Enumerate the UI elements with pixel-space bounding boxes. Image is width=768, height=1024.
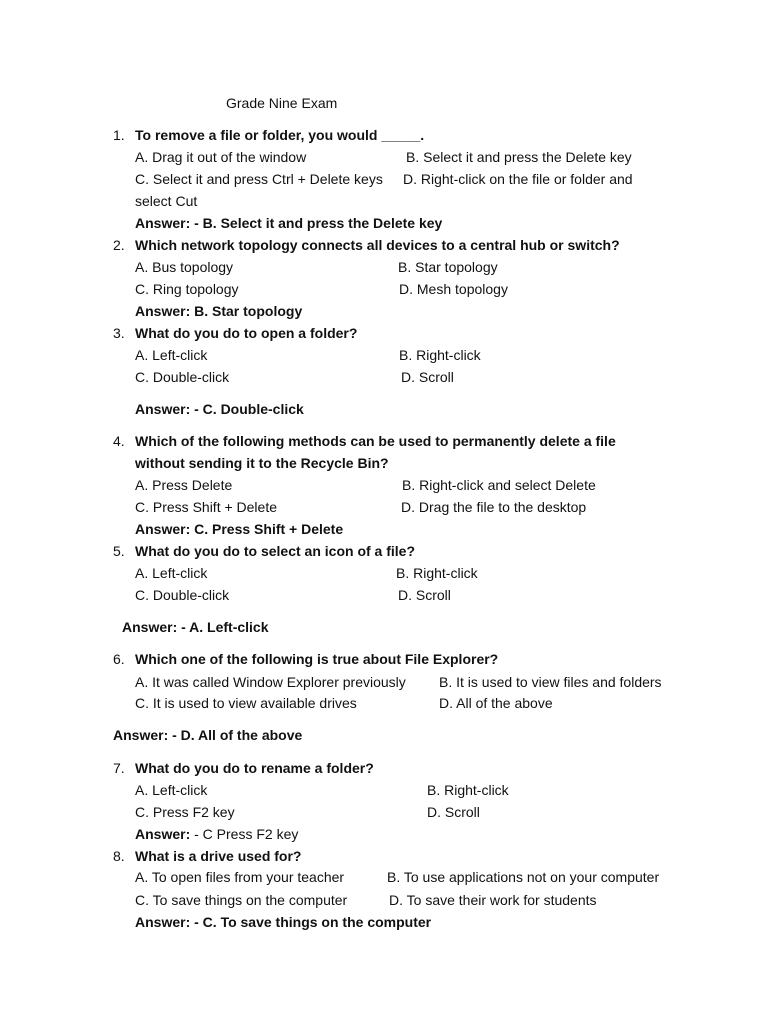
option-c: C. To save things on the computer xyxy=(135,892,348,908)
answer: Answer: - B. Select it and press the Delete key xyxy=(135,215,443,231)
option-a: A. Drag it out of the window xyxy=(135,149,307,165)
option-d: D. All of the above xyxy=(439,695,553,711)
option-c: C. Double-click xyxy=(135,369,230,385)
question-text: What do you do to open a folder? xyxy=(135,325,358,341)
question-number: 5. xyxy=(113,543,125,559)
question-number: 7. xyxy=(113,760,125,776)
option-c: C. Press Shift + Delete xyxy=(135,499,278,515)
option-a: A. Left-click xyxy=(135,347,208,363)
option-b: B. Right-click xyxy=(399,347,481,363)
option-b: B. It is used to view files and folders xyxy=(439,674,662,690)
option-c: C. Select it and press Ctrl + Delete keys xyxy=(135,171,383,187)
question-text: What do you do to rename a folder? xyxy=(135,760,374,776)
answer: Answer: - C. Double-click xyxy=(135,401,304,417)
option-d-continued: select Cut xyxy=(135,193,198,209)
option-d: D. Drag the file to the desktop xyxy=(401,499,587,515)
answer: Answer: - C. To save things on the computer xyxy=(135,914,432,930)
option-c: C. Ring topology xyxy=(135,281,239,297)
answer: Answer: - A. Left-click xyxy=(122,619,269,635)
answer: Answer: B. Star topology xyxy=(135,303,303,319)
option-a: A. Left-click xyxy=(135,782,208,798)
option-b: B. Star topology xyxy=(398,259,498,275)
option-c: C. Double-click xyxy=(135,587,230,603)
question-text: Which network topology connects all devices to a central hub or switch? xyxy=(135,237,620,253)
option-a: A. To open files from your teacher xyxy=(135,869,345,885)
answer-value: - C Press F2 key xyxy=(190,826,299,842)
answer: Answer: C. Press Shift + Delete xyxy=(135,521,344,537)
question-text: What do you do to select an icon of a file? xyxy=(135,543,416,559)
question-number: 8. xyxy=(113,848,125,864)
option-a: A. It was called Window Explorer previously xyxy=(135,674,406,690)
option-d: D. Scroll xyxy=(427,804,480,820)
page-title: Grade Nine Exam xyxy=(226,95,338,111)
option-d: D. To save their work for students xyxy=(389,892,597,908)
option-c: C. It is used to view available drives xyxy=(135,695,357,711)
option-d: D. Mesh topology xyxy=(399,281,508,297)
question-text: To remove a file or folder, you would _____. xyxy=(135,127,425,143)
question-number: 2. xyxy=(113,237,125,253)
option-b: B. Right-click xyxy=(396,565,478,581)
question-text: Which of the following methods can be used to permanently delete a file xyxy=(135,433,616,449)
option-a: A. Press Delete xyxy=(135,477,233,493)
option-d: D. Scroll xyxy=(401,369,454,385)
option-b: B. Right-click and select Delete xyxy=(402,477,596,493)
option-c: C. Press F2 key xyxy=(135,804,235,820)
answer xyxy=(135,825,298,843)
option-d: D. Scroll xyxy=(398,587,451,603)
question-text: What is a drive used for? xyxy=(135,848,302,864)
option-b: B. To use applications not on your computer xyxy=(387,869,660,885)
option-b: B. Right-click xyxy=(427,782,509,798)
option-d: D. Right-click on the file or folder and xyxy=(403,171,633,187)
question-number: 4. xyxy=(113,433,125,449)
question-text-continued: without sending it to the Recycle Bin? xyxy=(135,455,389,471)
question-number: 3. xyxy=(113,325,125,341)
option-b: B. Select it and press the Delete key xyxy=(406,149,632,165)
question-number: 6. xyxy=(113,651,125,667)
question-text: Which one of the following is true about File Explorer? xyxy=(135,651,499,667)
option-a: A. Left-click xyxy=(135,565,208,581)
question-number: 1. xyxy=(113,127,125,143)
answer: Answer: - D. All of the above xyxy=(113,727,303,743)
answer-label: Answer: xyxy=(135,826,191,842)
option-a: A. Bus topology xyxy=(135,259,234,275)
